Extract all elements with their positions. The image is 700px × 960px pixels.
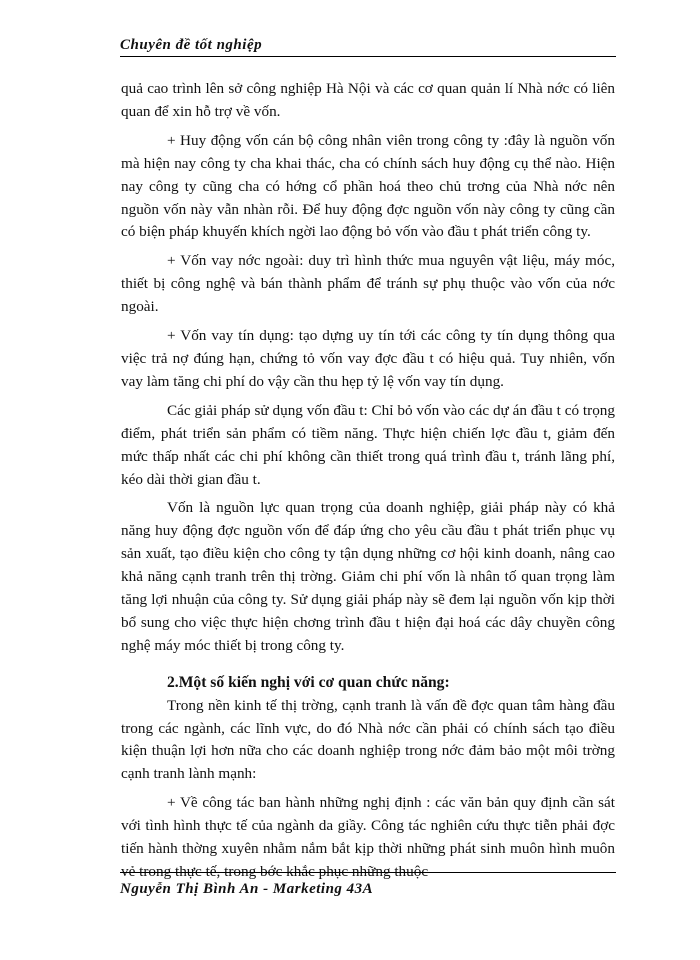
page-header xyxy=(120,37,616,54)
section-heading: 2.Một số kiến nghị với cơ quan chức năng: xyxy=(167,673,450,691)
paragraph: quả cao trình lên sở công nghiệp Hà Nội và các cơ quan quản lí Nhà nớc có liên quan để xin hỗ trợ về vốn. xyxy=(121,80,615,120)
document-body xyxy=(121,78,615,890)
header-title: Chuyên đề tốt nghiệp xyxy=(120,37,263,53)
paragraph: + Huy động vốn cán bộ công nhân viên trong công ty :đây là nguồn vốn mà hiện nay công ty cha khai thác, cha có chính sách huy động cụ thể nào. Hiện nay công ty cũng cha có hớng cổ phần hoá theo chủ trơng của Nhà nớc nên nguồn vốn này vẫn nhàn rỗi. Để huy động đợc nguồn vốn này công ty cũng cần có biện pháp khuyến khích ngời lao động bỏ vốn vào đầu t phát triển công ty. xyxy=(121,131,615,241)
paragraph: + Vốn vay nớc ngoài: duy trì hình thức mua nguyên vật liệu, máy móc, thiết bị công nghệ và bán thành phẩm để tránh sự phụ thuộc vào vốn của nớc ngoài. xyxy=(121,252,615,316)
footer-rule xyxy=(120,872,616,873)
header-rule xyxy=(120,56,616,57)
paragraph: Trong nền kinh tế thị trờng, cạnh tranh là vấn đề đợc quan tâm hàng đầu trong các ngành, các lĩnh vực, do đó Nhà nớc cần phải có chính sách tạo điều kiện thuận lợi hơn nữa cho các doanh nghiệp trong nớc đảm bảo một môi trờng cạnh tranh lành mạnh: xyxy=(121,696,615,783)
paragraph: Vốn là nguồn lực quan trọng của doanh nghiệp, giải pháp này có khả năng huy động đợc nguồn vốn để đáp ứng cho yêu cầu đầu t phát triển phục vụ sản xuất, tạo điều kiện cho công ty tận dụng những cơ hội kinh doanh, nâng cao khả năng cạnh tranh trên thị trờng. Giảm chi phí vốn là nhân tố quan trọng làm tăng lợi nhuận của công ty. Sử dụng giải pháp này sẽ đem lại nguồn vốn kịp thời bổ sung cho việc thực hiện chơng trình đầu t hiện đại hoá các dây chuyền công nghệ máy móc thiết bị trong công ty. xyxy=(121,499,615,654)
paragraph: + Vốn vay tín dụng: tạo dựng uy tín tới các công ty tín dụng thông qua việc trả nợ đúng hạn, chứng tỏ vốn vay đợc đầu t có hiệu quả. Tuy nhiên, vốn vay làm tăng chi phí do vậy cần thu hẹp tỷ lệ vốn vay tín dụng. xyxy=(121,327,615,390)
paragraph: + Về công tác ban hành những nghị định : các văn bản quy định cần sát với tình hình thực tế của ngành da giầy. Công tác nghiên cứu thực tiễn phải đợc tiến hành thờng xuyên nhằm nắm bắt kịp thời những phát sinh muôn hình muôn vẻ trong thực tế, trong bớc khắc phục những thuộc xyxy=(121,794,615,880)
paragraph: Các giải pháp sử dụng vốn đầu t: Chỉ bỏ vốn vào các dự án đầu t có trọng điểm, phát triển sản phẩm có tiềm năng. Thực hiện chiến lợc đầu t, giảm đến mức thấp nhất các chi phí không cần thiết trong quá trình đầu t, tránh lãng phí, kéo dài thời gian đầu t. xyxy=(121,401,615,488)
footer-author: Nguyễn Thị Bình An - Marketing 43A xyxy=(120,881,374,897)
